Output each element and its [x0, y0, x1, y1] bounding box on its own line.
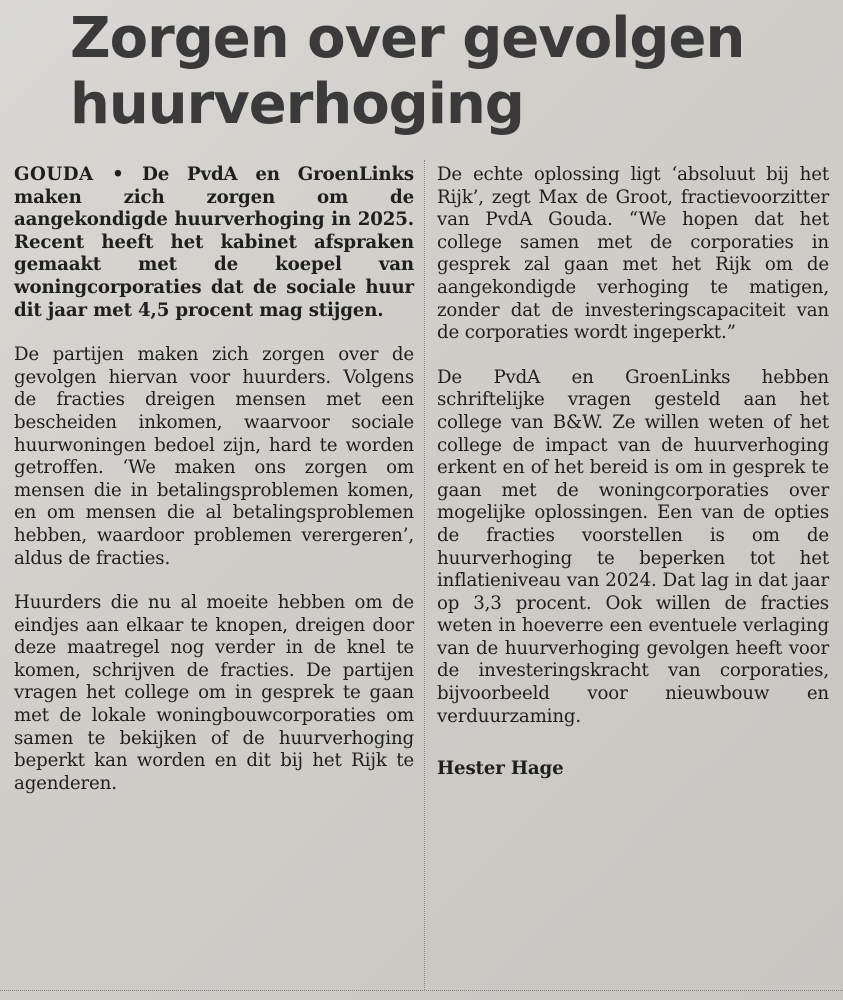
headline-line-1: Zorgen over gevolgen: [70, 6, 745, 71]
dateline: GOUDA •: [14, 164, 125, 185]
body-paragraph-5: De PvdA en GroenLinks hebben schriftelijke vragen gesteld aan het college van B&W. Ze willen weten of het college de impact van de huurverhoging erkent en of het bereid is om in gesprek te gaan met de woningcorporaties over mogelijke oplossingen. Een van de opties de fracties voorstellen is om de huurverhoging te beperken tot het inflatieniveau van 2024. Dat lag in dat jaar op 3,3 procent. Ook willen de fracties weten in hoeverre een eventuele verlaging van de huurverhoging gevolgen heeft voor de investeringskracht van corporaties, bijvoorbeeld voor nieuwbouw en verduurzaming.: [437, 366, 829, 727]
body-paragraph-4: De echte oplossing ligt ‘absoluut bij het Rijk’, zegt Max de Groot, fractievoorzitter van PvdA Gouda. “We hopen dat het college samen met de corporaties in gesprek zal gaan met het Rijk om de aangekondigde verhoging te matigen, zonder dat de investeringscapaciteit van de corporaties wordt ingeperkt.”: [437, 164, 829, 344]
bottom-divider: [0, 990, 843, 992]
article-column-left: [14, 164, 414, 817]
article-column-right: [437, 164, 829, 803]
column-divider: [424, 160, 426, 990]
lead-text: De PvdA en GroenLinks maken zich zorgen om de aangekondigde huurverhoging in 2025. Recent heeft het kabinet afspraken gemaakt met de koepel van woningcorporaties dat de sociale huur dit jaar met 4,5 procent mag stijgen.: [14, 164, 415, 321]
author-byline: Hester Hage: [437, 758, 564, 780]
lead-paragraph: [14, 164, 414, 322]
article-headline: [70, 6, 810, 138]
headline-line-2: huurverhoging: [70, 72, 524, 137]
body-paragraph-3: Huurders die nu al moeite hebben om de eindjes aan elkaar te knopen, dreigen door deze maatregel nog verder in de knel te komen, schrijven de fracties. De partijen vragen het college om in gesprek te gaan met de lokale woningbouwcorporaties om samen te bekijken of de huurverhoging beperkt kan worden en dit bij het Rijk te agenderen.: [14, 592, 414, 794]
body-paragraph-2: De partijen maken zich zorgen over de gevolgen hiervan voor huurders. Volgens de fracties dreigen mensen met een bescheiden inkomen, waarvoor sociale huurwoningen bedoel zijn, hard te worden getroffen. ‘We maken ons zorgen om mensen die in betalingsproblemen komen, en om mensen die al betalingsproblemen hebben, waardoor problemen verergeren’, aldus de fracties.: [14, 344, 414, 569]
